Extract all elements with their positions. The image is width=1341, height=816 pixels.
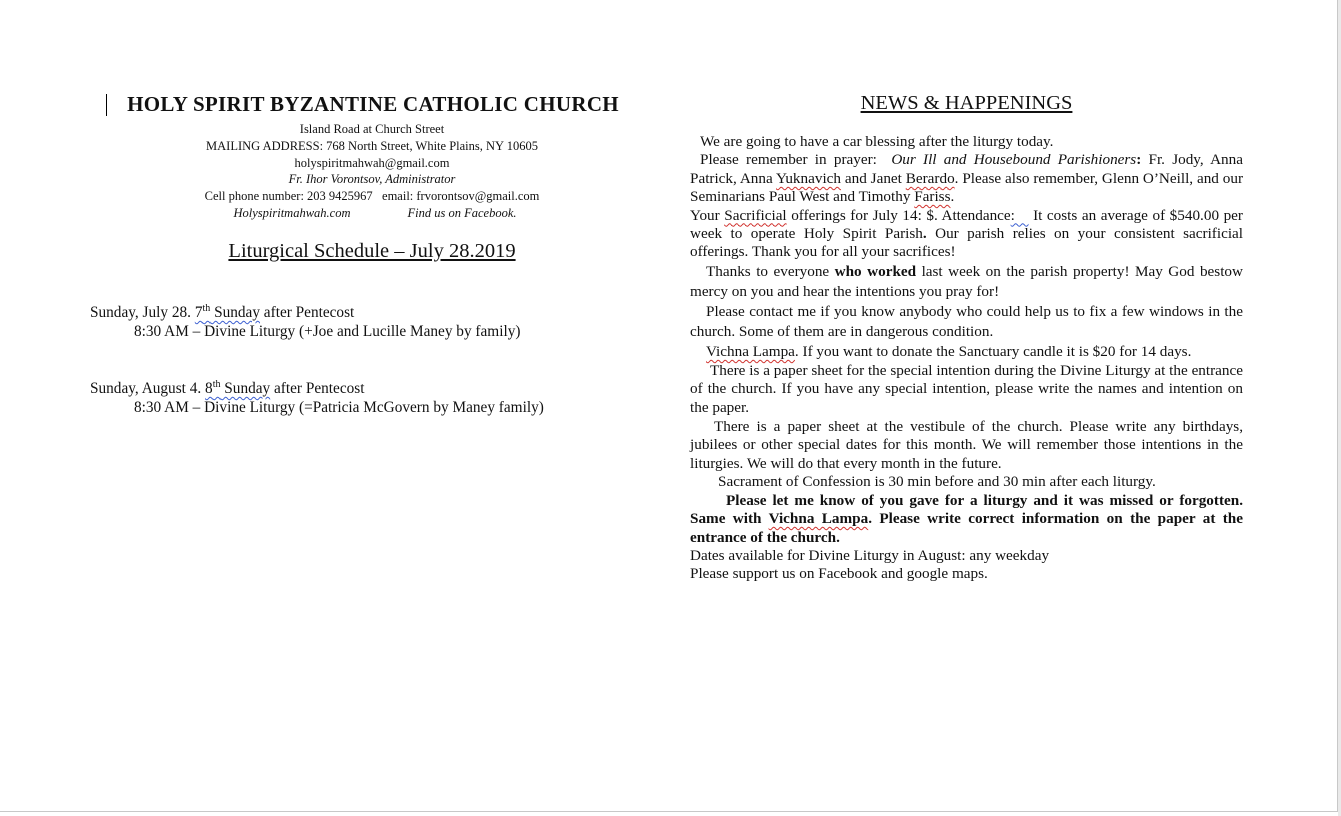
right-column [690, 92, 1243, 584]
service-date: Sunday, July 28. 7th Sunday after Pentecost [90, 302, 355, 321]
schedule-title: Liturgical Schedule – July 28.2019 [228, 239, 516, 262]
service-date: Sunday, August 4. 8th Sunday after Pentecost [90, 378, 365, 397]
news-thanks: Thanks to everyone who worked last week on the parish property! May God bestow mercy on you and hear the intentions you pray for! [690, 262, 1243, 300]
web-row [102, 205, 642, 222]
church-info [90, 121, 642, 222]
mailing-address: MAILING ADDRESS: 768 North Street, White Plains, NY 10605 [206, 138, 538, 153]
news-car-blessing: We are going to have a car blessing after the liturgy today. [700, 133, 1054, 150]
church-name-heading: HOLY SPIRIT BYZANTINE CATHOLIC CHURCH [90, 92, 642, 117]
news-dates-available: Dates available for Divine Liturgy in August: any weekday [690, 546, 1050, 564]
service-entry [90, 303, 642, 341]
news-title: NEWS & HAPPENINGS [860, 92, 1073, 114]
facebook-note: Find us on Facebook. [407, 205, 517, 220]
website: Holyspiritmahwah.com [233, 205, 351, 220]
contact-line: Cell phone number: 203 9425967 email: frvorontsov@gmail.com [204, 189, 540, 204]
service-entry [90, 379, 642, 417]
church-email: holyspiritmahwah@gmail.com [294, 155, 450, 170]
news-support: Please support us on Facebook and google maps. [690, 565, 988, 583]
news-confession: Sacrament of Confession is 30 min before and 30 min after each liturgy. [718, 473, 1156, 491]
left-column [90, 92, 642, 417]
news-birthdays: There is a paper sheet at the vestibule of the church. Please write any birthdays, jubilees or other special dates for this month. We will remember those intentions in the liturgies. We will do that every month in the future. [690, 418, 1243, 472]
priest-name: Fr. Ihor Vorontsov, Administrator [288, 172, 456, 187]
news-windows: Please contact me if you know anybody who could help us to fix a few windows in the church. Some of them are in dangerous condition. [690, 302, 1243, 340]
text-cursor [106, 94, 107, 116]
address: Island Road at Church Street [299, 122, 445, 136]
news-missed-liturgy: Please let me know of you gave for a liturgy and it was missed or forgotten. Same with Vichna Lampa. Please write correct information on the paper at the entrance of the church. [690, 491, 1243, 546]
service-liturgy: 8:30 AM – Divine Liturgy (+Joe and Lucille Maney by family) [134, 322, 521, 340]
service-liturgy: 8:30 AM – Divine Liturgy (=Patricia McGovern by Maney family) [134, 398, 544, 416]
news-paper-sheet: There is a paper sheet for the special intention during the Divine Liturgy at the entrance of the church. If you have any special intention, please write the names and intention on the paper. [690, 361, 1243, 416]
news-prayer: Please remember in prayer: Our Ill and Housebound Parishioners: Fr. Jody, Anna Patrick, Anna Yuknavich and Janet Berardo. Please also remember, Glenn O’Neill, and our Seminarians Paul West and Timothy Fariss. [690, 151, 1244, 206]
news-offerings: Your Sacrificial offerings for July 14: $. Attendance: It costs an average of $540.00 per week to operate Holy Spirit Parish. Our parish relies on your consistent sacrificial offerings. Thank you for all your sacrifices! [690, 206, 1243, 261]
news-vichna-lampa: Vichna Lampa. If you want to donate the Sanctuary candle it is $20 for 14 days. [706, 342, 1192, 360]
